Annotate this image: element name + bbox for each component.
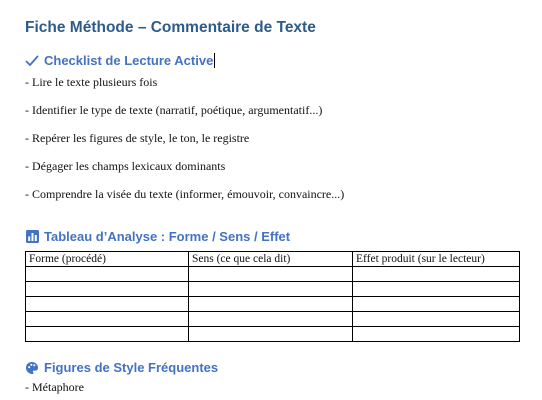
figures-item: - Métaphore bbox=[25, 380, 84, 394]
checklist-item: - Dégager les champs lexicaux dominants bbox=[25, 159, 226, 173]
checklist-heading bbox=[25, 53, 215, 68]
figures-heading bbox=[25, 360, 218, 375]
checklist-item: - Identifier le type de texte (narratif, poétique, argumentatif...) bbox=[25, 103, 323, 117]
figures-heading-text: Figures de Style Fréquentes bbox=[44, 360, 219, 375]
column-header-sens: Sens (ce que cela dit) bbox=[189, 252, 353, 267]
table-header-row bbox=[26, 252, 520, 267]
table-cell[interactable] bbox=[189, 312, 353, 327]
table-cell[interactable] bbox=[353, 267, 520, 282]
checklist-item: - Lire le texte plusieurs fois bbox=[25, 75, 158, 89]
table-cell[interactable] bbox=[353, 297, 520, 312]
analysis-heading bbox=[25, 229, 290, 244]
bar-chart-icon bbox=[25, 230, 39, 244]
table-cell[interactable] bbox=[26, 267, 189, 282]
checklist-item: - Comprendre la visée du texte (informer, émouvoir, convaincre...) bbox=[25, 187, 345, 201]
table-cell[interactable] bbox=[189, 282, 353, 297]
table-cell[interactable] bbox=[353, 312, 520, 327]
text-cursor bbox=[214, 53, 215, 68]
checklist-item: - Repérer les figures de style, le ton, le registre bbox=[25, 131, 250, 145]
table-cell[interactable] bbox=[26, 312, 189, 327]
table-cell[interactable] bbox=[189, 267, 353, 282]
table-row bbox=[26, 312, 520, 327]
table-row bbox=[26, 282, 520, 297]
table-cell[interactable] bbox=[189, 297, 353, 312]
table-cell[interactable] bbox=[353, 327, 520, 342]
table-cell[interactable] bbox=[26, 327, 189, 342]
table-cell[interactable] bbox=[26, 282, 189, 297]
column-header-forme: Forme (procédé) bbox=[26, 252, 189, 267]
page-title: Fiche Méthode – Commentaire de Texte bbox=[25, 19, 316, 36]
table-row bbox=[26, 297, 520, 312]
check-icon bbox=[25, 54, 39, 68]
table-row bbox=[26, 327, 520, 342]
table-cell[interactable] bbox=[189, 327, 353, 342]
table-cell[interactable] bbox=[26, 297, 189, 312]
table-cell[interactable] bbox=[353, 282, 520, 297]
table-row bbox=[26, 267, 520, 282]
column-header-effet: Effet produit (sur le lecteur) bbox=[353, 252, 520, 267]
analysis-heading-text: Tableau d’Analyse : Forme / Sens / Effet bbox=[44, 229, 291, 244]
palette-icon bbox=[25, 361, 39, 375]
checklist-heading-text: Checklist de Lecture Active bbox=[44, 53, 214, 68]
analysis-table bbox=[25, 251, 520, 342]
